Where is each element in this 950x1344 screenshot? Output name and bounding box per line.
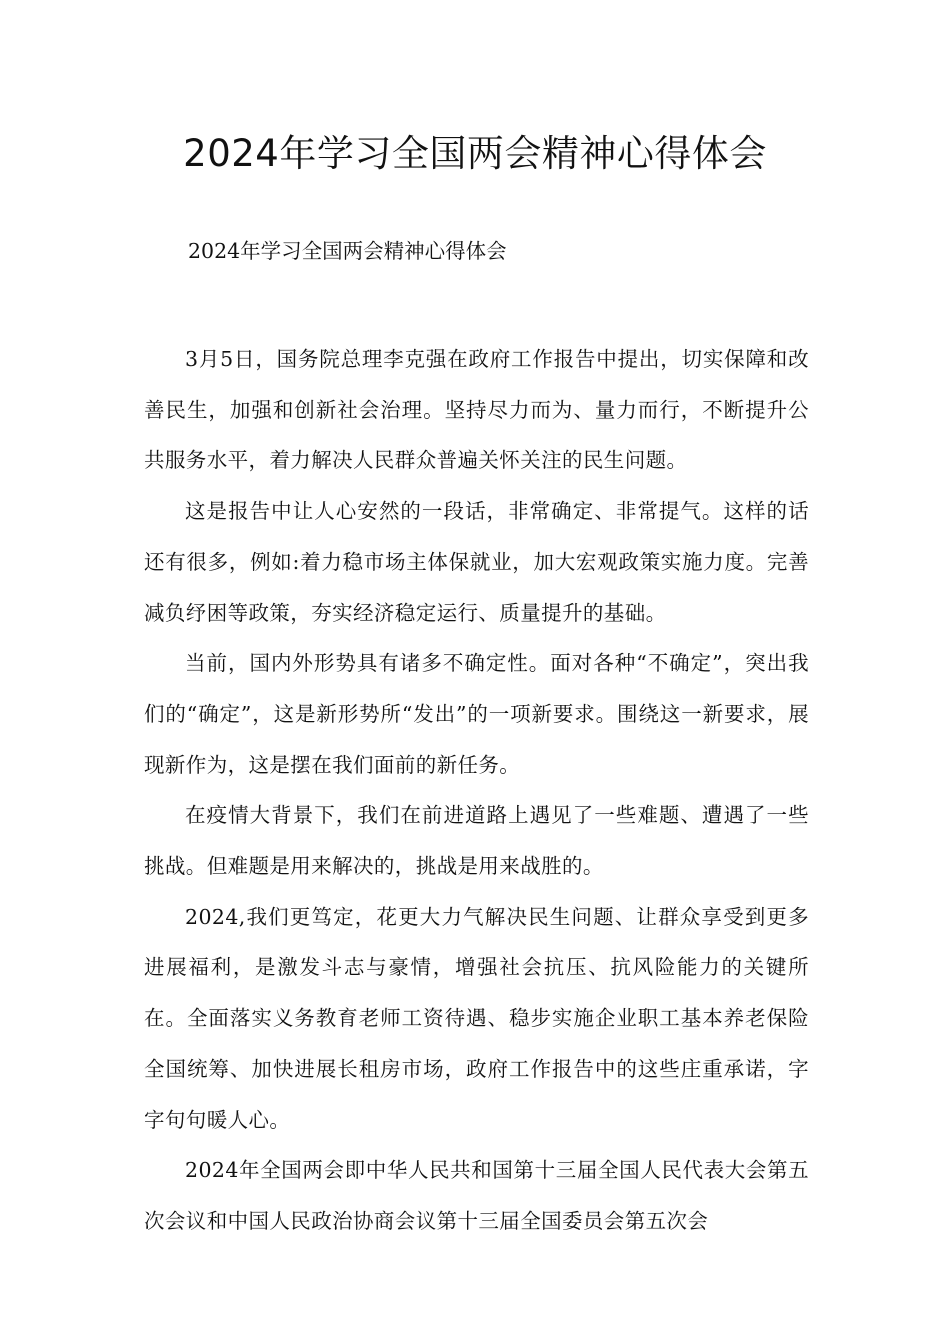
paragraph-2: 这是报告中让人心安然的一段话，非常确定、非常提气。这样的话还有很多，例如:着力稳市场主体保就业，加大宏观政策实施力度。完善减负纾困等政策，夯实经济稳定运行、质量提升的基础。 (144, 499, 809, 625)
paragraph-6: 2024年全国两会即中华人民共和国第十三届全国人民代表大会第五次会议和中国人民政治协商会议第十三届全国委员会第五次会 (144, 1158, 809, 1233)
paragraph-4: 在疫情大背景下，我们在前进道路上遇见了一些难题、遭遇了一些挑战。但难题是用来解决的，挑战是用来战胜的。 (144, 803, 809, 879)
document-title: 2024年学习全国两会精神心得体会 (183, 132, 767, 175)
document-subtitle: 2024年学习全国两会精神心得体会 (188, 239, 507, 263)
paragraph-5: 2024,我们更笃定，花更大力气解决民生问题、让群众享受到更多进展福利，是激发斗志与豪情，增强社会抗压、抗风险能力的关键所在。全面落实义务教育老师工资待遇、稳步实施企业职工基本养老保险全国统筹、加快进展长租房市场，政府工作报告中的这些庄重承诺，字字句句暖人心。 (144, 904, 809, 1132)
document-body (144, 334, 809, 1247)
paragraph-3: 当前，国内外形势具有诸多不确定性。面对各种“不确定”，突出我们的“确定”，这是新形势所“发出”的一项新要求。围绕这一新要求，展现新作为，这是摆在我们面前的新任务。 (144, 651, 809, 777)
paragraph-1: 3月5日，国务院总理李克强在政府工作报告中提出，切实保障和改善民生，加强和创新社会治理。坚持尽力而为、量力而行，不断提升公共服务水平，着力解决人民群众普遍关怀关注的民生问题。 (144, 347, 809, 473)
